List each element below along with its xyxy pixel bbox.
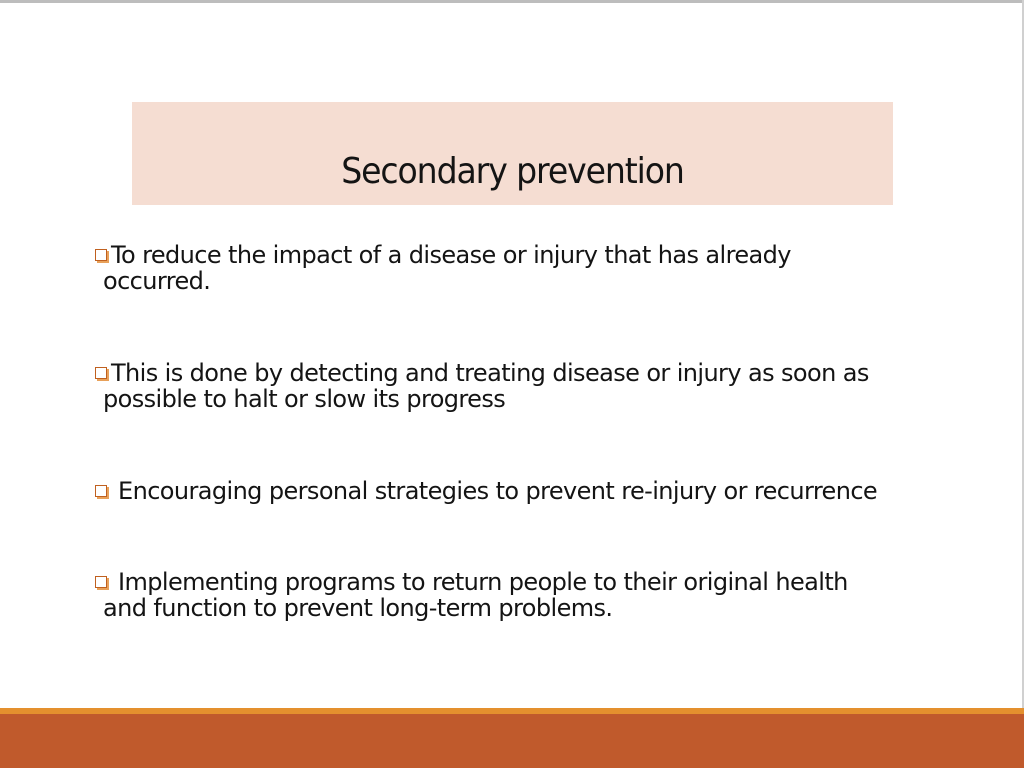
bullet-item: [95, 478, 925, 504]
checkbox-square-icon: [95, 249, 107, 261]
bullet-text-line2: possible to halt or slow its progress: [103, 385, 506, 413]
bullet-text-line1: Implementing programs to return people to their original health: [111, 568, 848, 596]
bullet-text-line2: and function to prevent long-term problems.: [103, 594, 613, 622]
slide-title: Secondary prevention: [341, 151, 684, 192]
bullet-text-line2: occurred.: [103, 267, 211, 295]
checkbox-square-icon: [95, 485, 107, 497]
bullet-item: [95, 569, 925, 621]
checkbox-square-icon: [95, 367, 107, 379]
bullet-text-line1: This is done by detecting and treating disease or injury as soon as: [111, 359, 869, 387]
bullet-item: [95, 242, 925, 294]
footer-bar: [0, 714, 1024, 768]
bullet-text-line1: To reduce the impact of a disease or injury that has already: [111, 241, 791, 269]
bullet-item: [95, 360, 925, 412]
checkbox-square-icon: [95, 576, 107, 588]
bullet-text-line1: Encouraging personal strategies to prevent re-injury or recurrence: [111, 477, 878, 505]
